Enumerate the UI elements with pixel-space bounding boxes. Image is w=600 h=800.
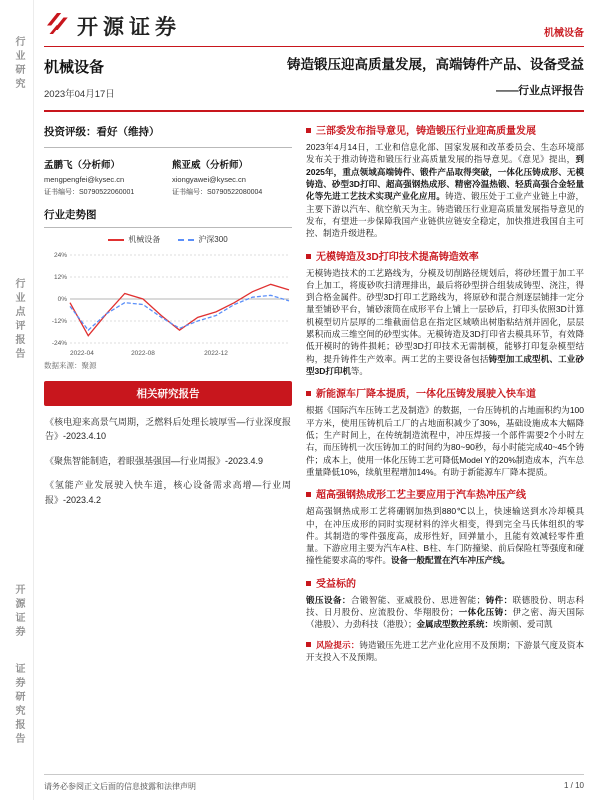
title-block [44, 47, 584, 112]
industry-tag: 机械设备 [544, 28, 584, 39]
chart-title: 行业走势图 [44, 205, 292, 228]
brand-name: 开源证券 [77, 15, 181, 39]
sidebar-label-industry-research: 行业研究 [13, 36, 24, 92]
section-body: 锻压设备：合锻智能、亚威股份、思进智能；铸件：联德股份、明志科技、日月股份、应流股份、华翔股份；一体化压铸：伊之密、海天国际（港股）、力劲科技（港股）；金属成型数控系统：埃斯顿、爱司凯 [306, 594, 584, 630]
report-section [306, 486, 584, 567]
section-heading: 风险提示： [316, 639, 360, 650]
investment-rating [44, 122, 292, 148]
sidebar-label-report-type: 行业点评报告 [13, 278, 24, 362]
related-report-item: 《聚焦智能制造，着眼强基强国—行业周报》-2023.4.9 [45, 455, 264, 466]
report-section [306, 639, 584, 664]
page-number: 1 / 10 [563, 781, 584, 790]
section-bullet-icon [306, 581, 311, 586]
section-heading: 三部委发布指导意见，铸造锻压行业迎高质量发展 [306, 122, 584, 137]
legend-item: 沪深300 [178, 234, 227, 245]
related-reports-list [44, 410, 292, 512]
page-footer [44, 774, 584, 792]
chart-container [44, 247, 292, 359]
svg-text:-12%: -12% [51, 318, 67, 326]
left-sidebar [0, 0, 34, 800]
chart-source: 数据来源：聚源 [44, 361, 97, 370]
report-type-label: ——行业点评报告 [496, 84, 584, 97]
kaiyuan-logo-icon [44, 10, 70, 41]
report-content [34, 0, 600, 800]
section-body: 根据《国际汽车压铸工艺及制造》的数据，一台压铸机的占地面积约为100平方米，使用压铸机后工厂的占地面积减少了30%，基础设施成本大幅降低；生产时间上，在传统制造流程中，冲压焊接一个部件需要2个小时左右，而压铸机一次压铸加工的时间约为80~90秒，每小时能完成40~45个铸件；成本上，使用一体化压铸工艺可降低Model Y的20%制造成本，汽车总重量降低10%，续航里程增加14%。有助于新能源车厂降本提质。 [306, 405, 584, 477]
two-column-layout [44, 122, 584, 774]
rating-value: 看好（维持） [96, 126, 160, 138]
analyst-name: 熊亚威（分析师） [172, 160, 249, 171]
analyst-cert: 证书编号：S0790522060001 [44, 189, 135, 196]
section-bullet-icon [306, 254, 311, 259]
related-reports-header: 相关研究报告 [44, 381, 292, 406]
analyst-cert: 证书编号：S0790522080004 [172, 189, 263, 196]
analyst-email: mengpengfei@kysec.cn [44, 175, 125, 184]
rating-label: 投资评级： [44, 126, 97, 138]
section-heading: 超高强钢热成形工艺主要应用于汽车热冲压产线 [306, 486, 584, 501]
title-block-right [287, 56, 584, 98]
report-section [306, 122, 584, 240]
title-block-left [44, 56, 115, 100]
analyst-name: 孟鹏飞（分析师） [44, 160, 121, 171]
legend-line-icon [108, 239, 124, 241]
industry-trend-chart [44, 247, 292, 359]
svg-text:2022-08: 2022-08 [131, 350, 155, 357]
chart-legend [44, 234, 292, 245]
section-body: 无模铸造技术的工艺路线为，分模及切削路径规划后，将砂坯置于加工平台上加工，将废砂吹扫清理排出，最后将砂型拼合组装成铸型、浇注，得到合格金属件。砂型3D打印工艺路线为，将原砂和混合剂逐层铺排一定分量至铺砂平台，铺砂滚筒在成形平台上铺上一层砂后，打印头依照3D计算机模型切片层厚的二维截面信息在指定区域喷出树脂粘结剂并固化，层层累积而成三维空间的砂型实体。无模铸造及3D打印省去模具环节，有效降低开模时的铸件损耗；砂型3D打印技术无需制模，能够打印复杂模型结构，提升铸件生产效率。两工艺的主要设备包括铸型加工成型机、工业砂型3D打印机等。 [306, 267, 584, 376]
section-bullet-icon [306, 391, 311, 396]
legend-line-icon [178, 239, 194, 241]
svg-text:0%: 0% [57, 296, 67, 304]
section-heading: 新能源车厂降本提质，一体化压铸发展驶入快车道 [306, 385, 584, 400]
report-section [306, 385, 584, 478]
section-bullet-icon [306, 128, 311, 133]
brand-logo [44, 10, 181, 41]
report-section [306, 575, 584, 631]
related-report-item: 《核电迎来高景气周期，乏燃料后处理长坡厚雪—行业深度报告》-2023.4.10 [45, 417, 291, 442]
report-section [306, 248, 584, 378]
section-bullet-icon [306, 492, 311, 497]
sidebar-label-brand [11, 584, 26, 747]
footer-disclaimer: 请务必参阅正文后面的信息披露和法律声明 [44, 782, 196, 791]
svg-text:24%: 24% [53, 252, 67, 260]
industry-name: 机械设备 [44, 59, 105, 76]
section-body: 风险提示：铸造锻压先进工艺产业化应用不及预期；下游景气度及资本开支投入不及预期。 [306, 639, 584, 662]
section-heading: 无模铸造及3D打印技术提高铸造效率 [306, 248, 584, 263]
svg-text:2022-12: 2022-12 [204, 350, 228, 357]
svg-text:2022-04: 2022-04 [70, 350, 94, 357]
analyst-card [172, 157, 292, 197]
report-date: 2023年04月17日 [44, 89, 115, 100]
analysts-block [44, 148, 292, 205]
left-column [44, 122, 292, 774]
svg-text:12%: 12% [53, 274, 67, 282]
related-report-item: 《氢能产业发展驶入快车道，核心设备需求高增—行业周报》-2023.4.2 [45, 480, 291, 505]
svg-text:-24%: -24% [51, 340, 67, 348]
section-heading: 受益标的 [306, 575, 584, 590]
sidebar-research-label: 证券研究报告 [13, 662, 24, 747]
section-body: 2023年4月14日，工业和信息化部、国家发展和改革委员会、生态环境部发布关于推动铸造和锻压行业高质量发展的指导意见。《意见》提出，到2025年，重点领域高端铸件、锻件产品取得突破，一体化压铸成形、无模铸造、砂型3D打印、超高强钢热成形、精密冷温热锻、轻质高强合金轻量化等先进工艺技术实现产业化应用。铸造、锻压处于工业产业链上中游，主要下游以汽车、航空航天为主。铸造锻压行业迎高质量发展指导意见的发布，有望进一步保障我国产业链供应链安全稳定，加快推进我国自主可控、制造升级进程。 [306, 142, 584, 239]
brand-header [44, 10, 584, 47]
analyst-card [44, 157, 164, 197]
report-body [306, 122, 584, 774]
report-title: 铸造锻压迎高质量发展，高端铸件产品、设备受益 [287, 57, 584, 72]
section-body: 超高强钢热成形工艺将硼钢加热到880℃以上，快速输送到水冷却模具中，在冲压成形的同时实现材料的淬火相变，得到完全马氏体组织的零件。其制造的零件强度高，成形性好，回弹量小，且能有效减轻零件重量。下游应用主要为汽车A柱、B柱、车门防撞梁、前后保险杠等强度和碰撞性能要求高的零件。设备一般配置在汽车冲压产线。 [306, 506, 584, 566]
analyst-email: xiongyawei@kysec.cn [172, 175, 246, 184]
sidebar-brand-name: 开源证券 [13, 584, 24, 640]
legend-item: 机械设备 [108, 234, 160, 245]
section-bullet-icon [306, 642, 311, 647]
